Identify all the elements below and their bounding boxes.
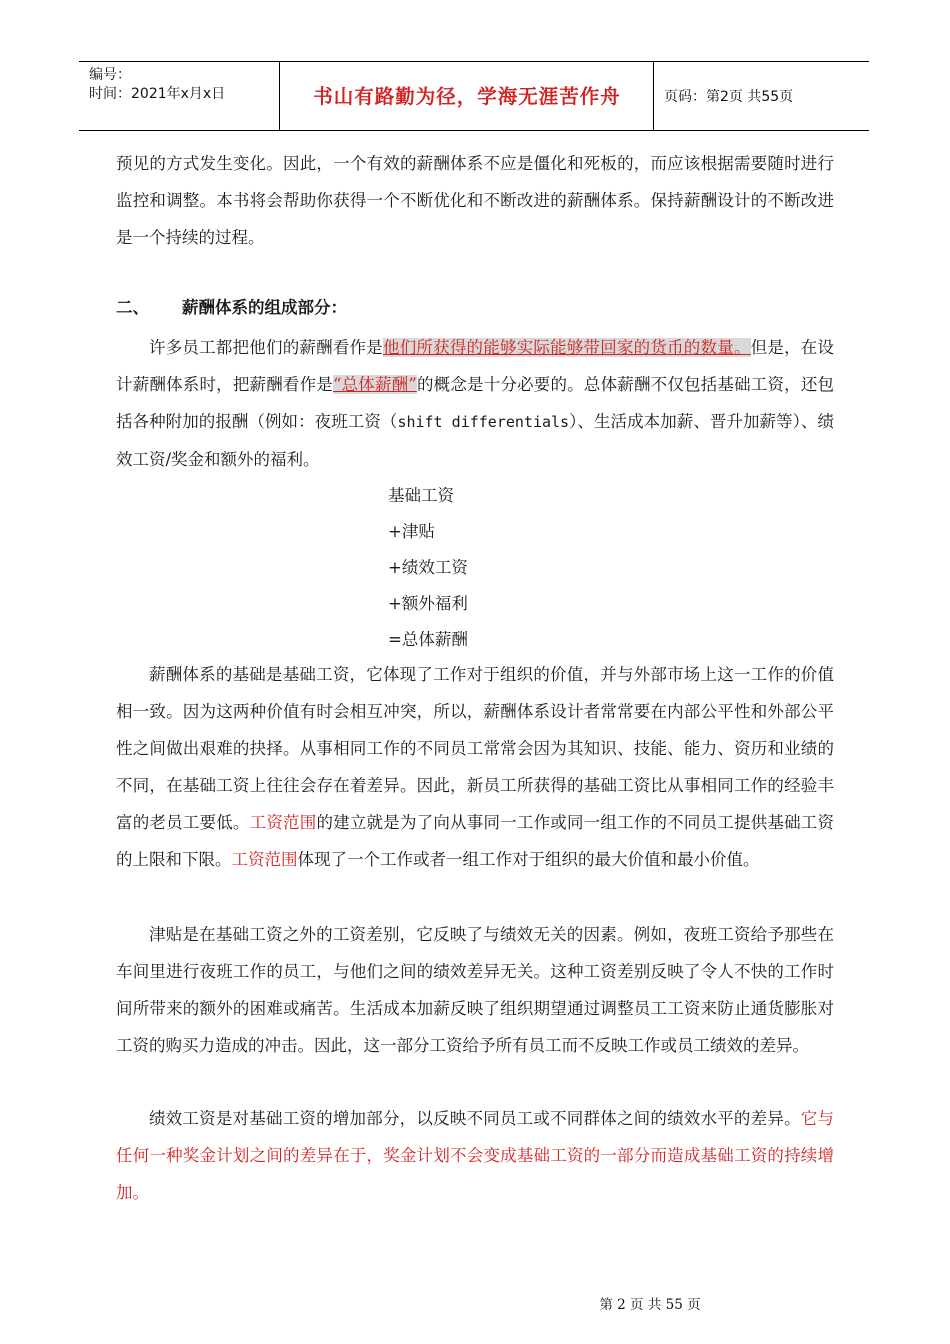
- paragraph-base-pay: [116, 656, 834, 878]
- formula-line: +绩效工资: [388, 558, 468, 577]
- text-segment: 薪酬体系的基础是基础工资，它体现了工作对于组织的价值，并与外部市场上这一工作的价值相一致。因为这两种价值有时会相互冲突，所以，薪酬体系设计者常常要在内部公平性和外部公平性之间做出艰难的抉择。从事相同工作的不同员工常常会因为其知识、技能、能力、资历和业绩的不同，在基础工资上往往会存在着差异。因此，新员工所获得的基础工资比从事相同工作的经验丰富的老员工要低。: [116, 665, 834, 832]
- header-motto: 书山有路勤为径，学海无涯苦作舟: [313, 85, 621, 108]
- text-segment: 的概念是十分必要的。总体薪酬不仅包括基础工资，还包括各种附加的报酬（例如：夜班工资（: [116, 375, 835, 431]
- header-divider: [279, 62, 280, 130]
- text-segment: 的建立就是为了向从事同一工作或同一组工作的不同员工提供基础工资的上限和下限。: [116, 813, 835, 869]
- paragraph-allowance: 津贴是在基础工资之外的工资差别，它反映了与绩效无关的因素。例如，夜班工资给予那些在车间里进行夜班工作的员工，与他们之间的绩效差异无关。这种工资差别反映了令人不快的工作时间所带来的额外的困难或痛苦。生活成本加薪反映了组织期望通过调整员工工资来防止通货膨胀对工资的购买力造成的冲击。因此，这一部分工资给予所有员工而不反映工作或员工绩效的差异。: [116, 925, 834, 1055]
- formula-line: +额外福利: [388, 594, 468, 613]
- text-segment: ）、生活成本加薪、晋升加薪等）、绩效工资/奖金和额外的福利。: [116, 412, 835, 469]
- header-meta: [89, 66, 225, 104]
- page-footer: 第 2 页 共 55 页: [599, 1297, 701, 1313]
- section-heading: [116, 294, 347, 318]
- highlighted-term: “总体薪酬”: [332, 375, 417, 394]
- formula-line: +津贴: [388, 522, 435, 541]
- section-title: 薪酬体系的组成部分：: [182, 298, 347, 317]
- text-segment: 绩效工资是对基础工资的增加部分，以反映不同员工或不同群体之间的绩效水平的差异。: [149, 1109, 801, 1128]
- document-date: 时间：2021年x月x日: [89, 86, 226, 102]
- formula-line: =总体薪酬: [388, 630, 468, 649]
- header-page-info: 页码：第2页 共55页: [664, 89, 794, 105]
- text-segment: 许多员工都把他们的薪酬看作是: [149, 338, 383, 357]
- highlighted-text: 他们所获得的能够实际能够带回家的货币的数量。: [382, 338, 751, 357]
- paragraph-intro: 预见的方式发生变化。因此，一个有效的薪酬体系不应是僵化和死板的，而应该根据需要随时进行监控和调整。本书将会帮助你获得一个不断优化和不断改进的薪酬体系。保持薪酬设计的不断改进是一个持续的过程。: [116, 154, 834, 247]
- compensation-formula: [388, 478, 468, 658]
- paragraph-total-compensation: [116, 329, 834, 478]
- red-term: 工资范围: [231, 850, 298, 869]
- red-statement: 它与任何一种奖金计划之间的差异在于，奖金计划不会变成基础工资的一部分而造成基础工资的持续增加。: [116, 1109, 835, 1202]
- paragraph-performance-pay: [116, 1100, 834, 1211]
- page-header: [79, 61, 869, 131]
- red-term: 工资范围: [249, 813, 317, 832]
- header-divider: [653, 62, 654, 130]
- formula-line: 基础工资: [388, 486, 454, 505]
- text-segment: 但是，在设计薪酬体系时，把薪酬看作是: [116, 338, 835, 394]
- section-number: 二、: [116, 298, 149, 317]
- document-number-label: 编号：: [89, 67, 131, 83]
- english-term: shift differentials: [397, 413, 570, 431]
- text-segment: 体现了一个工作或者一组工作对于组织的最大价值和最小价值。: [297, 850, 760, 869]
